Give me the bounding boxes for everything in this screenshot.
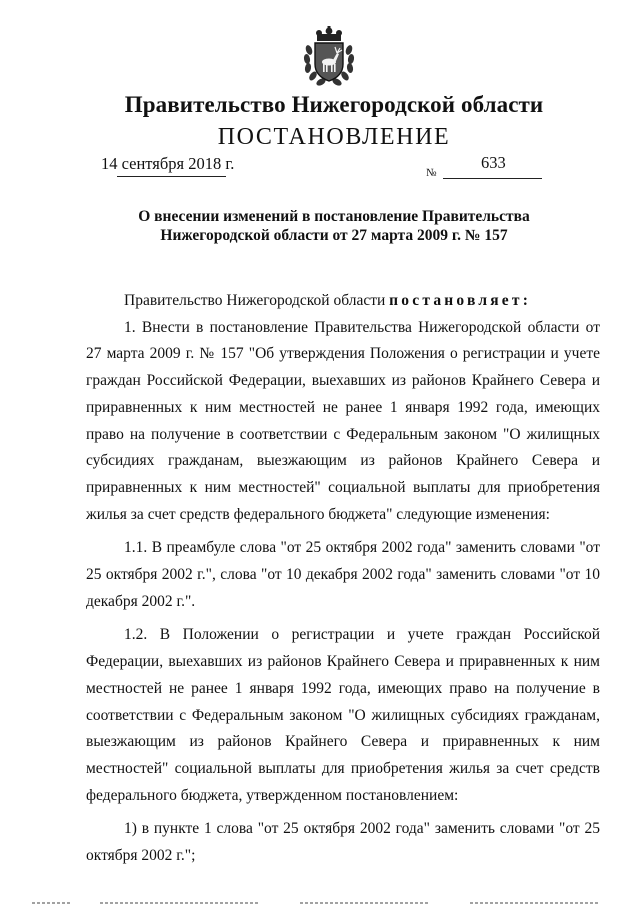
number-label: № [426,167,437,179]
paragraph-1-1: 1.1. В преамбуле слова "от 25 октября 2002 года" заменить словами "от 25 октября 2002 г.", слова "от 10 декабря 2002 года" заменить словами "от 10 декабря 2002 г.". [86,539,600,610]
coat-of-arms-icon [300,26,358,88]
document-subject [0,207,640,245]
paragraph-1-2: 1.2. В Положении о регистрации и учете граждан Российской Федерации, выехавших из районов Крайнего Севера и приравненных к ним местностей не ранее 1 января 1992 года, имеющих право на получение в соответствии с Федеральным законом "О жилищных субсидиях гражданам, выезжающим из районов Крайнего Севера и приравненных к ним местностей" социальной выплаты для приобретения жилья за счет средств федерального бюджета, утвержденном постановлением: [86,626,600,804]
subject-line-1: О внесении изменений в постановление Правительства [138,208,530,225]
document-number: 633 [481,153,506,172]
subject-line-2: Нижегородской области от 27 марта 2009 г. № 157 [160,227,508,244]
document-type: ПОСТАНОВЛЕНИЕ [217,124,451,150]
paragraph-1-2-1: 1) в пункте 1 слова "от 25 октября 2002 года" заменить словами "от 25 октября 2002 г."; [86,820,600,865]
decree-word: постановляет: [389,292,532,309]
government-title: Правительство Нижегородской области [124,92,544,117]
document-body [86,288,600,870]
paragraph-1: 1. Внести в постановление Правительства Нижегородской области от 27 марта 2009 г. № 157 "Об утверждения Положения о регистрации и учете граждан Российской Федерации, выехавших из районов Крайнего Севера и приравненных к ним местностей не ранее 1 января 1992 года, имеющих право на получение в соответствии с Федеральным законом "О жилищных субсидиях гражданам, выезжающим из районов Крайнего Севера и приравненных к ним местностей" социальной выплаты для приобретения жилья за счет средств федерального бюджета" следующие изменения: [86,318,600,523]
intro-prefix: Правительство Нижегородской области [124,292,390,309]
date-underline [117,176,226,177]
scan-edge-marks [0,892,640,905]
document-date: 14 сентября 2018 г. [101,154,235,173]
intro-paragraph [86,288,600,315]
number-underline [443,178,542,179]
